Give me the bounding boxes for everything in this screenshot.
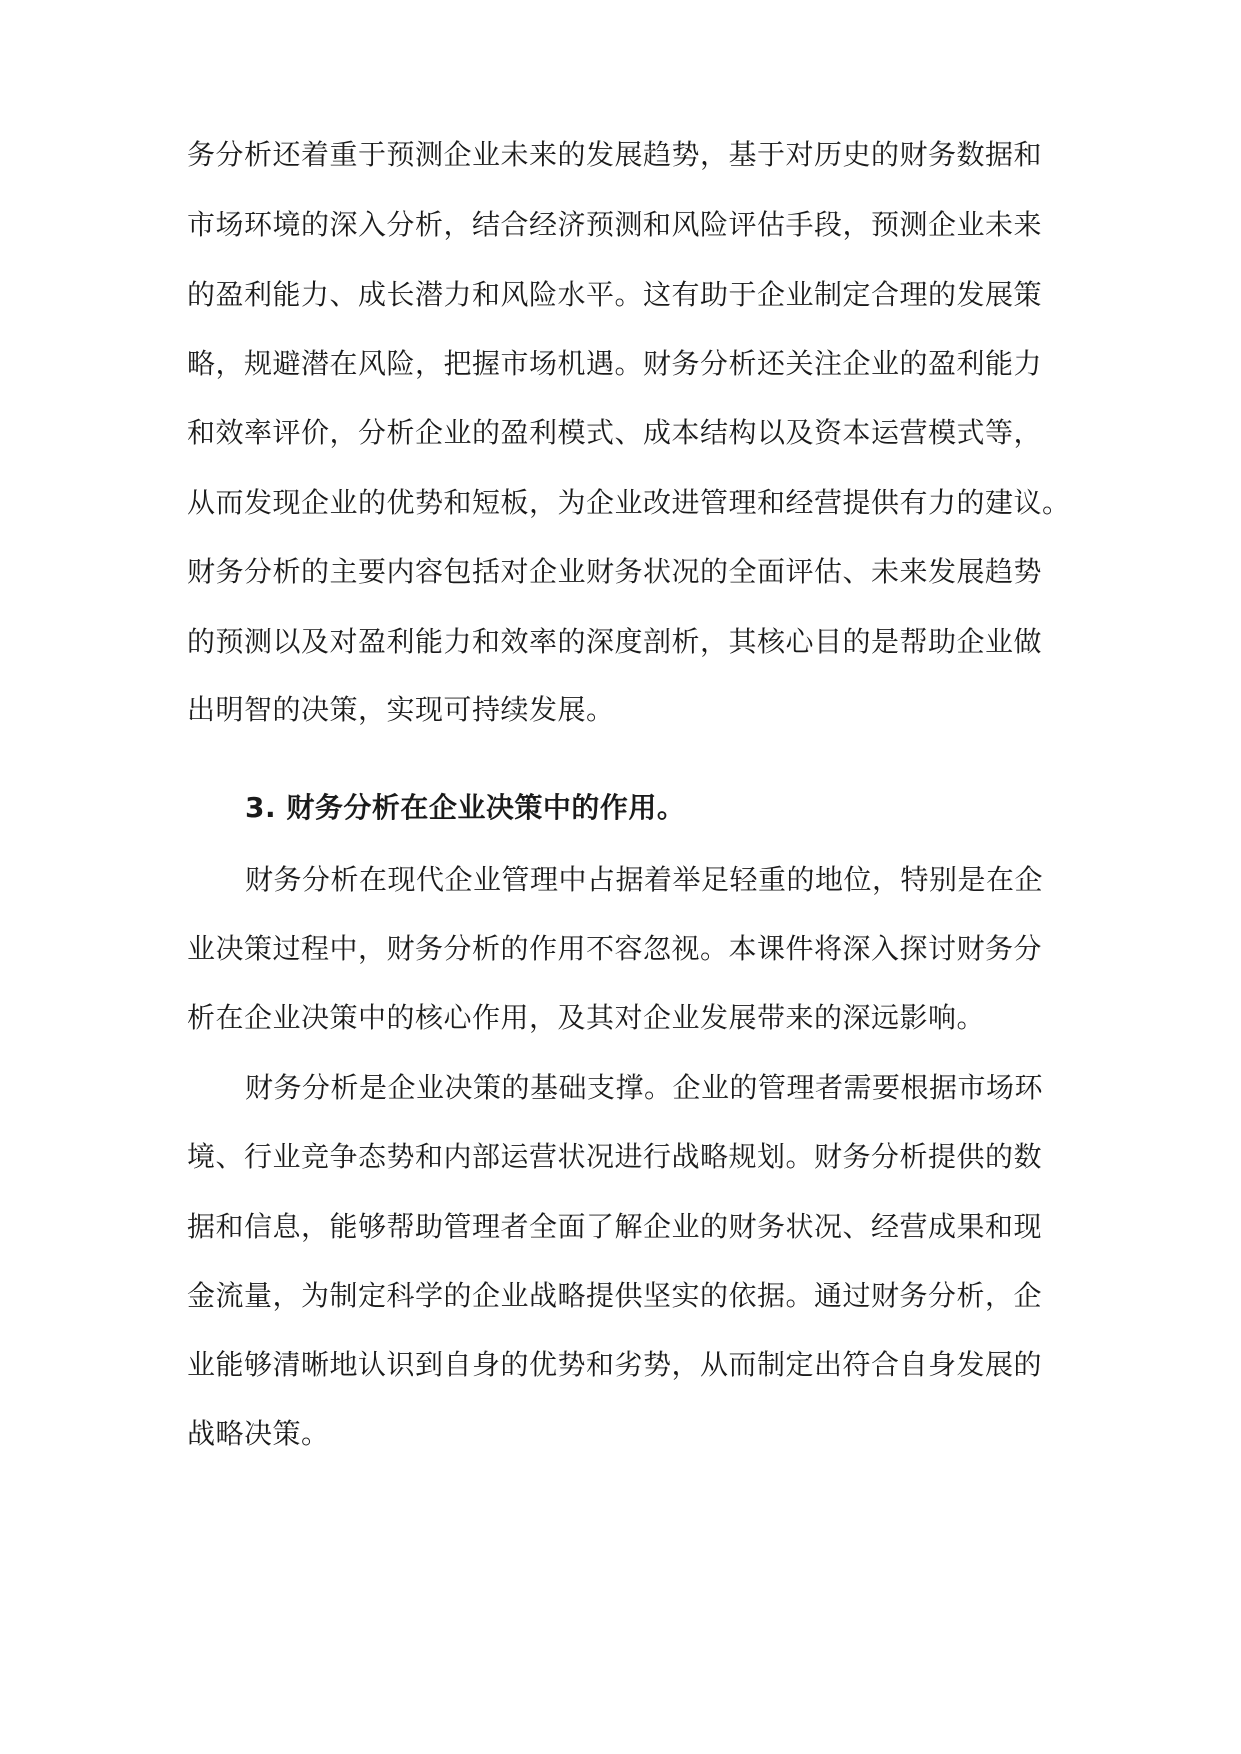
section-heading: 3. 财务分析在企业决策中的作用。 (245, 791, 686, 824)
paragraph-2-line-2: 业决策过程中，财务分析的作用不容忽视。本课件将深入探讨财务分 (187, 932, 1043, 965)
paragraph-1-line-8: 的预测以及对盈利能力和效率的深度剖析，其核心目的是帮助企业做 (187, 625, 1043, 658)
paragraph-1-line-1: 务分析还着重于预测企业未来的发展趋势，基于对历史的财务数据和 (187, 138, 1043, 171)
paragraph-1-line-2: 市场环境的深入分析，结合经济预测和风险评估手段，预测企业未来 (187, 208, 1043, 241)
paragraph-2-line-1: 财务分析在现代企业管理中占据着举足轻重的地位，特别是在企 (245, 863, 1044, 896)
paragraph-1-line-4: 略，规避潜在风险，把握市场机遇。财务分析还关注企业的盈利能力 (187, 347, 1043, 380)
paragraph-1-line-5: 和效率评价，分析企业的盈利模式、成本结构以及资本运营模式等， (187, 416, 1043, 449)
paragraph-3-line-6: 战略决策。 (187, 1417, 330, 1450)
paragraph-3-line-2: 境、行业竞争态势和内部运营状况进行战略规划。财务分析提供的数 (187, 1140, 1043, 1173)
paragraph-1-line-7: 财务分析的主要内容包括对企业财务状况的全面评估、未来发展趋势 (187, 555, 1043, 588)
paragraph-3-line-4: 金流量，为制定科学的企业战略提供坚实的依据。通过财务分析，企 (187, 1279, 1043, 1312)
paragraph-3-line-1: 财务分析是企业决策的基础支撑。企业的管理者需要根据市场环 (245, 1071, 1044, 1104)
paragraph-3-line-5: 业能够清晰地认识到自身的优势和劣势，从而制定出符合自身发展的 (187, 1348, 1043, 1381)
paragraph-2-line-3: 析在企业决策中的核心作用，及其对企业发展带来的深远影响。 (187, 1001, 986, 1034)
paragraph-1-line-3: 的盈利能力、成长潜力和风险水平。这有助于企业制定合理的发展策 (187, 278, 1043, 311)
paragraph-1-line-6: 从而发现企业的优势和短板，为企业改进管理和经营提供有力的建议。 (187, 486, 1071, 519)
paragraph-3-line-3: 据和信息，能够帮助管理者全面了解企业的财务状况、经营成果和现 (187, 1210, 1043, 1243)
paragraph-1-line-9: 出明智的决策，实现可持续发展。 (187, 693, 615, 726)
